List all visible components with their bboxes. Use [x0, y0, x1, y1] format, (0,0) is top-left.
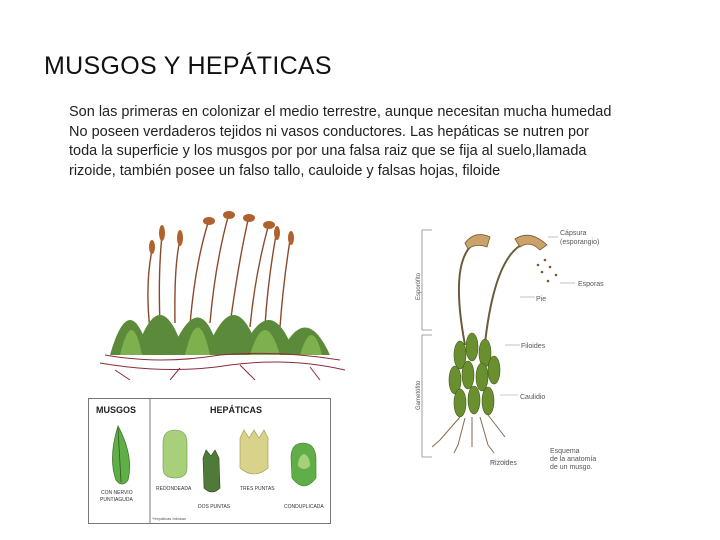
leaf-tres-puntas-label: TRES PUNTAS [240, 486, 275, 492]
slide-title: MUSGOS Y HEPÁTICAS [44, 52, 332, 80]
filoides-label: Filoides [521, 343, 546, 350]
rhizoids [432, 415, 505, 453]
musgos-header: MUSGOS [96, 405, 137, 415]
moss-leafy-clump [110, 315, 330, 355]
caption-line-1: Esquema [550, 448, 580, 455]
caption-line-2: de la anatomía [550, 456, 597, 463]
leaf-dos-puntas-label: DOS PUNTAS [198, 504, 231, 510]
moss-anatomy-diagram [410, 225, 625, 475]
caulidio-label: Caulidio [520, 394, 546, 401]
paragraph-line: toda la superficie y los musgos por por una falsa raiz que se fija al suelo,llamada [69, 143, 587, 160]
rizoides-label: Rizoides [490, 460, 517, 467]
leafy-gametophyte [449, 333, 500, 417]
moss-stalks [148, 217, 290, 330]
spores-label: Esporas [578, 281, 604, 288]
sporangium-label: (esporangio) [560, 239, 600, 246]
table-footnote: *Hepáticas foliosas [152, 516, 187, 521]
pie-label: Pie [536, 296, 547, 303]
moss-capsules [149, 211, 294, 254]
esporofito-label: Esporófito [416, 272, 422, 300]
spores [537, 259, 558, 283]
paragraph-line: No poseen verdaderos tejidos ni vasos conductores. Las hepáticas se nutren por [69, 123, 589, 140]
moss-rhizoids [100, 353, 345, 380]
paragraph-line: Son las primeras en colonizar el medio terrestre, aunque necesitan mucha humedad [69, 104, 612, 120]
leaf-comparison-table [88, 398, 331, 524]
slide-paragraph [69, 103, 689, 181]
leaf-redondeada-label: REDONDEADA [156, 486, 192, 492]
side-brackets [422, 230, 432, 457]
musgo-leaf-label-2: PUNTIAGUDA [100, 497, 133, 503]
hepaticas-header: HEPÁTICAS [210, 405, 263, 415]
musgo-leaf-label-1: CON NERVIO [101, 490, 133, 496]
leaf-tres-puntas-shape [240, 430, 268, 474]
leaf-dos-puntas-shape [203, 450, 220, 492]
setae [459, 243, 525, 345]
caption-line-3: de un musgo. [550, 464, 593, 471]
capsule-label: Cápsura [560, 230, 587, 237]
capsules [465, 235, 547, 250]
leaf-conduplicada-label: CONDUPLICADA [284, 504, 324, 510]
paragraph-line: rizoide, también posee un falso tallo, cauloide y falsas hojas, filoide [69, 162, 501, 179]
leaf-redondeada-shape [163, 430, 187, 478]
gametofito-label: Gametófito [416, 380, 422, 410]
moss-illustration [90, 205, 360, 380]
